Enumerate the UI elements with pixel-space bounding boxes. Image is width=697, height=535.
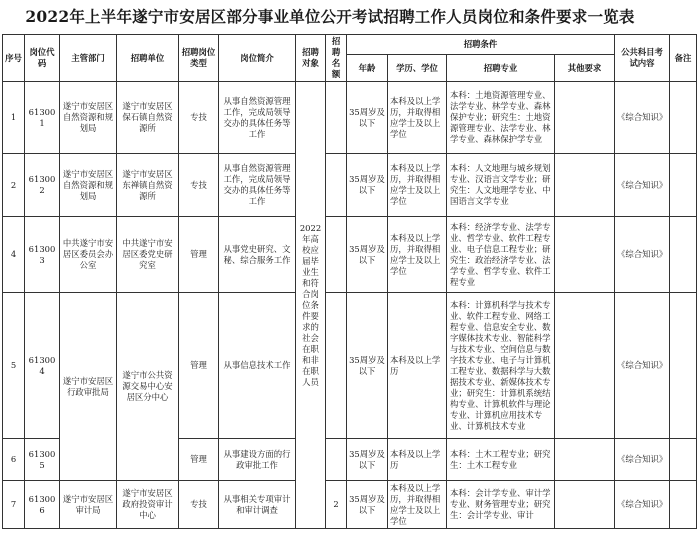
table-row (3, 154, 697, 217)
cell-type: 管理 (179, 293, 219, 439)
cell-seq: 1 (3, 82, 25, 154)
cell-intro: 从事相关专项审计和审计调查 (219, 481, 296, 529)
header-exam: 公共科目考试内容 (615, 35, 670, 82)
header-note: 备注 (670, 35, 697, 82)
cell-seq: 2 (3, 154, 25, 217)
cell-unit: 遂宁市安居区政府投资审计中心 (117, 481, 179, 529)
cell-major: 本科：计算机科学与技术专业、软件工程专业、网络工程专业、信息安全专业、数字媒体技术专业、智能科学与技术专业、空间信息与数字技术专业、电子与计算机工程专业、数据科学与大数据技术专业、新媒体技术专业；研究生：计算机系统结构专业、计算机软件与理论专业、计算机应用技术专业、计算机技术专业 (447, 293, 555, 439)
cell-dept: 遂宁市安居区审计局 (60, 481, 117, 529)
cell-intro: 从事自然资源管理工作，完成局领导交办的具体任务等工作 (219, 82, 296, 154)
header-age: 年龄 (347, 55, 388, 82)
cell-edu: 本科及以上学历，并取得相应学士及以上学位 (388, 154, 447, 217)
cell-exam: 《综合知识》 (615, 217, 670, 293)
cell-age: 35周岁及以下 (347, 481, 388, 529)
cell-dept: 中共遂宁市安居区委员会办公室 (60, 217, 117, 293)
cell-intro: 从事建设方面的行政审批工作 (219, 439, 296, 481)
header-code: 岗位代码 (25, 35, 60, 82)
cell-note (670, 481, 697, 529)
header-unit: 招聘单位 (117, 35, 179, 82)
cell-note (670, 439, 697, 481)
cell-major: 本科：土地资源管理专业、法学专业、林学专业、森林保护专业；研究生：土地资源管理专业、法学专业、林学专业、森林保护学专业 (447, 82, 555, 154)
header-seq: 序号 (3, 35, 25, 82)
table-row (3, 481, 697, 529)
cell-edu: 本科及以上学历 (388, 293, 447, 439)
page-title: 2022年上半年遂宁市安居区部分事业单位公开考试招聘工作人员岗位和条件要求一览表 (25, 7, 635, 26)
cell-age: 35周岁及以下 (347, 154, 388, 217)
cell-other (555, 217, 615, 293)
cell-count (326, 293, 347, 439)
header-type: 招聘岗位类型 (179, 35, 219, 82)
header-edu: 学历、学位 (388, 55, 447, 82)
cell-type: 专技 (179, 154, 219, 217)
cell-note (670, 82, 697, 154)
cell-edu: 本科及以上学历，并取得相应学士及以上学位 (388, 217, 447, 293)
cell-major: 本科：土木工程专业；研究生：土木工程专业 (447, 439, 555, 481)
cell-major: 本科：人文地理与城乡规划专业、汉语言文学专业；研究生：人文地理学专业、中国语言文学专业 (447, 154, 555, 217)
cell-code: 613001 (25, 82, 60, 154)
cell-other (555, 481, 615, 529)
cell-edu: 本科及以上学历，并取得相应学士及以上学位 (388, 481, 447, 529)
cell-type: 管理 (179, 439, 219, 481)
cell-code: 613006 (25, 481, 60, 529)
cell-type: 专技 (179, 82, 219, 154)
cell-type: 专技 (179, 481, 219, 529)
cell-note (670, 293, 697, 439)
cell-unit: 中共遂宁市安居区委党史研究室 (117, 217, 179, 293)
cell-count: 2 (326, 481, 347, 529)
cell-count (326, 82, 347, 154)
cell-edu: 本科及以上学历，并取得相应学士及以上学位 (388, 82, 447, 154)
cell-seq: 6 (3, 439, 25, 481)
cell-note (670, 217, 697, 293)
cell-other (555, 154, 615, 217)
cell-code: 613005 (25, 439, 60, 481)
header-intro: 岗位简介 (219, 35, 296, 82)
cell-exam: 《综合知识》 (615, 293, 670, 439)
table-row (3, 293, 697, 439)
cell-exam: 《综合知识》 (615, 82, 670, 154)
header-dept: 主管部门 (60, 35, 117, 82)
cell-unit: 遂宁市安居区保石镇自然资源所 (117, 82, 179, 154)
cell-count (326, 217, 347, 293)
header-count: 招聘名额 (326, 35, 347, 82)
cell-major: 本科：经济学专业、法学专业、哲学专业、软件工程专业、电子信息工程专业；研究生：政治经济学专业、法学专业、哲学专业、软件工程专业 (447, 217, 555, 293)
cell-dept: 遂宁市安居区自然资源和规划局 (60, 82, 117, 154)
cell-exam: 《综合知识》 (615, 439, 670, 481)
cell-unit: 遂宁市安居区东禅镇自然资源所 (117, 154, 179, 217)
cell-exam: 《综合知识》 (615, 481, 670, 529)
cell-code: 613002 (25, 154, 60, 217)
cell-code: 613003 (25, 217, 60, 293)
cell-dept: 遂宁市安居区行政审批局 (60, 293, 117, 481)
cell-count (326, 439, 347, 481)
cell-seq: 7 (3, 481, 25, 529)
cell-age: 35周岁及以下 (347, 293, 388, 439)
cell-other (555, 82, 615, 154)
cell-edu: 本科及以上学历 (388, 439, 447, 481)
cell-exam: 《综合知识》 (615, 154, 670, 217)
cell-intro: 从事党史研究、文秘、综合服务工作 (219, 217, 296, 293)
cell-unit: 遂宁市公共资源交易中心安居区分中心 (117, 293, 179, 481)
cell-intro: 从事自然资源管理工作，完成局领导交办的具体任务等工作 (219, 154, 296, 217)
table-row (3, 217, 697, 293)
cell-note (670, 154, 697, 217)
cell-seq: 4 (3, 217, 25, 293)
header-target: 招聘对象 (296, 35, 326, 82)
cell-target: 2022年高校应届毕业生和符合岗位条件要求的社会在职和非在职人员 (296, 82, 326, 529)
cell-code: 613004 (25, 293, 60, 439)
cell-other (555, 439, 615, 481)
header-major: 招聘专业 (447, 55, 555, 82)
cell-other (555, 293, 615, 439)
cell-count (326, 154, 347, 217)
cell-age: 35周岁及以下 (347, 217, 388, 293)
positions-table (2, 34, 697, 529)
cell-major: 本科：会计学专业、审计学专业、财务管理专业；研究生：会计学专业、审计 (447, 481, 555, 529)
header-conditions: 招聘条件 (347, 35, 615, 55)
cell-age: 35周岁及以下 (347, 439, 388, 481)
cell-type: 管理 (179, 217, 219, 293)
table-row (3, 82, 697, 154)
header-other: 其他要求 (555, 55, 615, 82)
cell-intro: 从事信息技术工作 (219, 293, 296, 439)
cell-seq: 5 (3, 293, 25, 439)
cell-age: 35周岁及以下 (347, 82, 388, 154)
cell-dept: 遂宁市安居区自然资源和规划局 (60, 154, 117, 217)
